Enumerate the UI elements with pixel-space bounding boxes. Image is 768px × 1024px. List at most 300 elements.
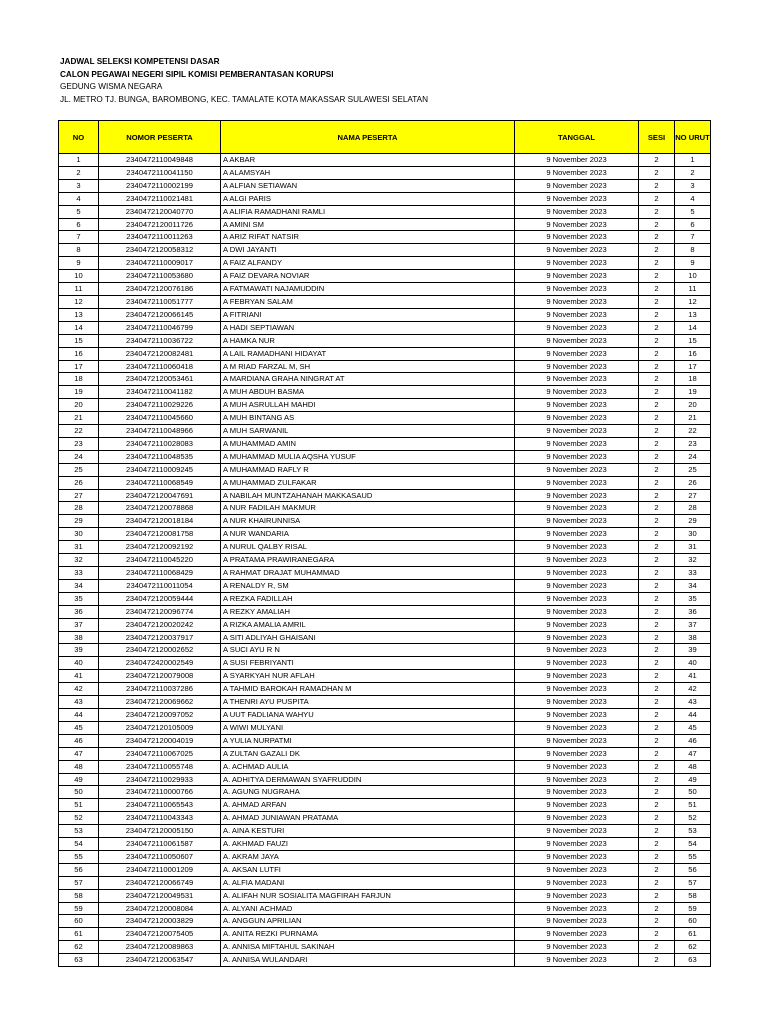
table-row [59, 902, 711, 915]
row-no-cell: 53 [59, 825, 99, 838]
participant-number-cell: 2340472120040770 [99, 205, 221, 218]
participant-name-cell: A ALGI PARIS [221, 192, 515, 205]
participant-name-cell: A MUHAMMAD ZULFAKAR [221, 476, 515, 489]
table-row [59, 412, 711, 425]
order-number-cell: 51 [675, 799, 711, 812]
exam-date-cell: 9 November 2023 [515, 838, 639, 851]
venue-name: GEDUNG WISMA NEGARA [60, 82, 163, 92]
column-header-nomor-peserta: NOMOR PESERTA [99, 121, 221, 154]
table-row [59, 270, 711, 283]
row-no-cell: 63 [59, 954, 99, 967]
participant-number-cell: 2340472110001209 [99, 863, 221, 876]
session-cell: 2 [639, 437, 675, 450]
exam-date-cell: 9 November 2023 [515, 154, 639, 167]
table-row [59, 618, 711, 631]
participant-name-cell: A FAIZ DEVARA NOVIAR [221, 270, 515, 283]
participant-number-cell: 2340472110065543 [99, 799, 221, 812]
session-cell: 2 [639, 154, 675, 167]
order-number-cell: 60 [675, 915, 711, 928]
exam-date-cell: 9 November 2023 [515, 928, 639, 941]
order-number-cell: 40 [675, 657, 711, 670]
participant-name-cell: A. ALIFAH NUR SOSIALITA MAGFIRAH FARJUN [221, 889, 515, 902]
order-number-cell: 12 [675, 295, 711, 308]
exam-date-cell: 9 November 2023 [515, 631, 639, 644]
table-row [59, 760, 711, 773]
row-no-cell: 39 [59, 644, 99, 657]
table-row [59, 231, 711, 244]
order-number-cell: 18 [675, 373, 711, 386]
table-row [59, 450, 711, 463]
participant-name-cell: A MUH ASRULLAH MAHDI [221, 399, 515, 412]
exam-date-cell: 9 November 2023 [515, 283, 639, 296]
table-header-row [59, 121, 711, 154]
order-number-cell: 38 [675, 631, 711, 644]
column-header-nama-peserta: NAMA PESERTA [221, 121, 515, 154]
order-number-cell: 13 [675, 308, 711, 321]
exam-date-cell: 9 November 2023 [515, 295, 639, 308]
session-cell: 2 [639, 696, 675, 709]
exam-date-cell: 9 November 2023 [515, 257, 639, 270]
order-number-cell: 22 [675, 425, 711, 438]
exam-date-cell: 9 November 2023 [515, 425, 639, 438]
row-no-cell: 57 [59, 876, 99, 889]
order-number-cell: 32 [675, 554, 711, 567]
participant-number-cell: 2340472110041150 [99, 166, 221, 179]
row-no-cell: 43 [59, 696, 99, 709]
session-cell: 2 [639, 515, 675, 528]
participant-number-cell: 2340472120066145 [99, 308, 221, 321]
order-number-cell: 42 [675, 683, 711, 696]
table-row [59, 825, 711, 838]
session-cell: 2 [639, 476, 675, 489]
table-row [59, 941, 711, 954]
participant-name-cell: A. AKRAM JAYA [221, 850, 515, 863]
participant-name-cell: A PRATAMA PRAWIRANEGARA [221, 554, 515, 567]
exam-date-cell: 9 November 2023 [515, 812, 639, 825]
participant-name-cell: A SYARKYAH NUR AFLAH [221, 670, 515, 683]
venue-address: JL. METRO TJ. BUNGA, BAROMBONG, KEC. TAMALATE KOTA MAKASSAR SULAWESI SELATAN [60, 94, 429, 104]
table-row [59, 334, 711, 347]
participant-name-cell: A MUH ABDUH BASMA [221, 386, 515, 399]
participant-number-cell: 2340472110061587 [99, 838, 221, 851]
order-number-cell: 25 [675, 463, 711, 476]
exam-date-cell: 9 November 2023 [515, 502, 639, 515]
participant-name-cell: A ALFIAN SETIAWAN [221, 179, 515, 192]
exam-date-cell: 9 November 2023 [515, 528, 639, 541]
session-cell: 2 [639, 463, 675, 476]
session-cell: 2 [639, 489, 675, 502]
row-no-cell: 7 [59, 231, 99, 244]
exam-date-cell: 9 November 2023 [515, 308, 639, 321]
table-row [59, 657, 711, 670]
row-no-cell: 44 [59, 708, 99, 721]
table-row [59, 515, 711, 528]
participant-name-cell: A. ANGGUN APRILIAN [221, 915, 515, 928]
order-number-cell: 49 [675, 773, 711, 786]
order-number-cell: 27 [675, 489, 711, 502]
row-no-cell: 11 [59, 283, 99, 296]
exam-date-cell: 9 November 2023 [515, 644, 639, 657]
row-no-cell: 10 [59, 270, 99, 283]
exam-date-cell: 9 November 2023 [515, 579, 639, 592]
row-no-cell: 38 [59, 631, 99, 644]
row-no-cell: 31 [59, 541, 99, 554]
exam-date-cell: 9 November 2023 [515, 399, 639, 412]
participant-name-cell: A UUT FADLIANA WAHYU [221, 708, 515, 721]
table-row [59, 205, 711, 218]
session-cell: 2 [639, 592, 675, 605]
participant-name-cell: A ZULTAN GAZALI DK [221, 747, 515, 760]
row-no-cell: 61 [59, 928, 99, 941]
session-cell: 2 [639, 799, 675, 812]
participant-number-cell: 2340472110050607 [99, 850, 221, 863]
exam-date-cell: 9 November 2023 [515, 373, 639, 386]
participant-number-cell: 2340472120079008 [99, 670, 221, 683]
exam-date-cell: 9 November 2023 [515, 605, 639, 618]
row-no-cell: 14 [59, 321, 99, 334]
session-cell: 2 [639, 412, 675, 425]
participant-number-cell: 2340472120082481 [99, 347, 221, 360]
row-no-cell: 21 [59, 412, 99, 425]
order-number-cell: 55 [675, 850, 711, 863]
table-row [59, 244, 711, 257]
session-cell: 2 [639, 502, 675, 515]
participant-name-cell: A AMINI SM [221, 218, 515, 231]
exam-date-cell: 9 November 2023 [515, 941, 639, 954]
order-number-cell: 56 [675, 863, 711, 876]
row-no-cell: 60 [59, 915, 99, 928]
order-number-cell: 24 [675, 450, 711, 463]
participant-name-cell: A REZKA FADILLAH [221, 592, 515, 605]
order-number-cell: 48 [675, 760, 711, 773]
participant-name-cell: A MUHAMMAD MULIA AQSHA YUSUF [221, 450, 515, 463]
participant-number-cell: 2340472110036722 [99, 334, 221, 347]
exam-date-cell: 9 November 2023 [515, 670, 639, 683]
exam-date-cell: 9 November 2023 [515, 218, 639, 231]
order-number-cell: 61 [675, 928, 711, 941]
participant-name-cell: A FATMAWATI NAJAMUDDIN [221, 283, 515, 296]
participant-name-cell: A NUR KHAIRUNNISA [221, 515, 515, 528]
order-number-cell: 43 [675, 696, 711, 709]
participant-number-cell: 2340472120096774 [99, 605, 221, 618]
table-row [59, 463, 711, 476]
participant-name-cell: A MUH SARWANIL [221, 425, 515, 438]
participant-number-cell: 2340472110000766 [99, 786, 221, 799]
participant-table [58, 120, 711, 967]
exam-date-cell: 9 November 2023 [515, 179, 639, 192]
session-cell: 2 [639, 902, 675, 915]
exam-date-cell: 9 November 2023 [515, 876, 639, 889]
participant-number-cell: 2340472110046799 [99, 321, 221, 334]
order-number-cell: 59 [675, 902, 711, 915]
participant-name-cell: A NABILAH MUNTZAHANAH MAKKASAUD [221, 489, 515, 502]
order-number-cell: 9 [675, 257, 711, 270]
table-row [59, 476, 711, 489]
table-row [59, 683, 711, 696]
table-row [59, 541, 711, 554]
participant-name-cell: A. ANNISA MIFTAHUL SAKINAH [221, 941, 515, 954]
exam-date-cell: 9 November 2023 [515, 463, 639, 476]
row-no-cell: 55 [59, 850, 99, 863]
row-no-cell: 48 [59, 760, 99, 773]
order-number-cell: 47 [675, 747, 711, 760]
participant-name-cell: A. AINA KESTURI [221, 825, 515, 838]
table-row [59, 386, 711, 399]
session-cell: 2 [639, 889, 675, 902]
participant-name-cell: A ARIZ RIFAT NATSIR [221, 231, 515, 244]
participant-number-cell: 2340472120058312 [99, 244, 221, 257]
participant-name-cell: A NUR FADILAH MAKMUR [221, 502, 515, 515]
exam-date-cell: 9 November 2023 [515, 850, 639, 863]
exam-date-cell: 9 November 2023 [515, 476, 639, 489]
row-no-cell: 29 [59, 515, 99, 528]
session-cell: 2 [639, 283, 675, 296]
row-no-cell: 16 [59, 347, 99, 360]
participant-number-cell: 2340472110045660 [99, 412, 221, 425]
exam-date-cell: 9 November 2023 [515, 360, 639, 373]
row-no-cell: 1 [59, 154, 99, 167]
order-number-cell: 53 [675, 825, 711, 838]
table-row [59, 863, 711, 876]
row-no-cell: 26 [59, 476, 99, 489]
order-number-cell: 29 [675, 515, 711, 528]
row-no-cell: 54 [59, 838, 99, 851]
order-number-cell: 19 [675, 386, 711, 399]
table-row [59, 283, 711, 296]
participant-number-cell: 2340472120066749 [99, 876, 221, 889]
order-number-cell: 31 [675, 541, 711, 554]
session-cell: 2 [639, 683, 675, 696]
session-cell: 2 [639, 295, 675, 308]
exam-date-cell: 9 November 2023 [515, 657, 639, 670]
exam-date-cell: 9 November 2023 [515, 334, 639, 347]
session-cell: 2 [639, 270, 675, 283]
participant-name-cell: A RENALDY R, SM [221, 579, 515, 592]
exam-date-cell: 9 November 2023 [515, 592, 639, 605]
order-number-cell: 36 [675, 605, 711, 618]
participant-number-cell: 2340472120075405 [99, 928, 221, 941]
row-no-cell: 59 [59, 902, 99, 915]
participant-number-cell: 2340472110055748 [99, 760, 221, 773]
row-no-cell: 5 [59, 205, 99, 218]
participant-name-cell: A AKBAR [221, 154, 515, 167]
session-cell: 2 [639, 244, 675, 257]
table-row [59, 166, 711, 179]
participant-number-cell: 2340472110011054 [99, 579, 221, 592]
session-cell: 2 [639, 373, 675, 386]
exam-date-cell: 9 November 2023 [515, 166, 639, 179]
order-number-cell: 46 [675, 734, 711, 747]
participant-number-cell: 2340472110037286 [99, 683, 221, 696]
table-row [59, 747, 711, 760]
row-no-cell: 51 [59, 799, 99, 812]
participant-name-cell: A RIZKA AMALIA AMRIL [221, 618, 515, 631]
order-number-cell: 28 [675, 502, 711, 515]
row-no-cell: 18 [59, 373, 99, 386]
participant-number-cell: 2340472120097052 [99, 708, 221, 721]
table-row [59, 257, 711, 270]
table-row [59, 644, 711, 657]
order-number-cell: 44 [675, 708, 711, 721]
session-cell: 2 [639, 825, 675, 838]
order-number-cell: 20 [675, 399, 711, 412]
table-row [59, 721, 711, 734]
table-row [59, 360, 711, 373]
participant-number-cell: 2340472110028083 [99, 437, 221, 450]
session-cell: 2 [639, 567, 675, 580]
participant-name-cell: A MUHAMMAD AMIN [221, 437, 515, 450]
participant-number-cell: 2340472110009017 [99, 257, 221, 270]
document-subtitle: CALON PEGAWAI NEGERI SIPIL KOMISI PEMBERANTASAN KORUPSI [60, 69, 334, 79]
session-cell: 2 [639, 321, 675, 334]
order-number-cell: 16 [675, 347, 711, 360]
order-number-cell: 5 [675, 205, 711, 218]
session-cell: 2 [639, 360, 675, 373]
row-no-cell: 32 [59, 554, 99, 567]
participant-name-cell: A ALIFIA RAMADHANI RAMLI [221, 205, 515, 218]
order-number-cell: 10 [675, 270, 711, 283]
session-cell: 2 [639, 773, 675, 786]
table-row [59, 502, 711, 515]
document-title: JADWAL SELEKSI KOMPETENSI DASAR [60, 57, 220, 66]
order-number-cell: 41 [675, 670, 711, 683]
session-cell: 2 [639, 399, 675, 412]
table-row [59, 876, 711, 889]
row-no-cell: 37 [59, 618, 99, 631]
exam-date-cell: 9 November 2023 [515, 683, 639, 696]
table-row [59, 579, 711, 592]
participant-number-cell: 2340472120002652 [99, 644, 221, 657]
participant-number-cell: 2340472110068549 [99, 476, 221, 489]
session-cell: 2 [639, 721, 675, 734]
exam-date-cell: 9 November 2023 [515, 825, 639, 838]
table-row [59, 347, 711, 360]
column-header-sesi: SESI [639, 121, 675, 154]
order-number-cell: 45 [675, 721, 711, 734]
session-cell: 2 [639, 734, 675, 747]
exam-date-cell: 9 November 2023 [515, 863, 639, 876]
row-no-cell: 30 [59, 528, 99, 541]
participant-number-cell: 2340472120089863 [99, 941, 221, 954]
session-cell: 2 [639, 760, 675, 773]
exam-date-cell: 9 November 2023 [515, 696, 639, 709]
participant-name-cell: A. ACHMAD AULIA [221, 760, 515, 773]
participant-name-cell: A MUHAMMAD RAFLY R [221, 463, 515, 476]
participant-name-cell: A REZKY AMALIAH [221, 605, 515, 618]
row-no-cell: 8 [59, 244, 99, 257]
order-number-cell: 21 [675, 412, 711, 425]
table-row [59, 954, 711, 967]
participant-number-cell: 2340472120008084 [99, 902, 221, 915]
row-no-cell: 4 [59, 192, 99, 205]
table-body [59, 154, 711, 967]
participant-number-cell: 2340472110048966 [99, 425, 221, 438]
session-cell: 2 [639, 863, 675, 876]
order-number-cell: 58 [675, 889, 711, 902]
table-row [59, 425, 711, 438]
participant-name-cell: A. ANITA REZKI PURNAMA [221, 928, 515, 941]
participant-number-cell: 2340472120078868 [99, 502, 221, 515]
order-number-cell: 54 [675, 838, 711, 851]
participant-number-cell: 2340472110067025 [99, 747, 221, 760]
table-row [59, 838, 711, 851]
session-cell: 2 [639, 850, 675, 863]
row-no-cell: 27 [59, 489, 99, 502]
participant-name-cell: A LAIL RAMADHANI HIDAYAT [221, 347, 515, 360]
participant-number-cell: 2340472110029226 [99, 399, 221, 412]
exam-date-cell: 9 November 2023 [515, 773, 639, 786]
participant-number-cell: 2340472120081758 [99, 528, 221, 541]
order-number-cell: 17 [675, 360, 711, 373]
exam-date-cell: 9 November 2023 [515, 708, 639, 721]
order-number-cell: 4 [675, 192, 711, 205]
participant-number-cell: 2340472120063547 [99, 954, 221, 967]
row-no-cell: 52 [59, 812, 99, 825]
order-number-cell: 3 [675, 179, 711, 192]
participant-number-cell: 2340472110045220 [99, 554, 221, 567]
exam-date-cell: 9 November 2023 [515, 231, 639, 244]
row-no-cell: 24 [59, 450, 99, 463]
row-no-cell: 2 [59, 166, 99, 179]
table-row [59, 696, 711, 709]
row-no-cell: 47 [59, 747, 99, 760]
participant-number-cell: 2340472110043343 [99, 812, 221, 825]
participant-name-cell: A HADI SEPTIAWAN [221, 321, 515, 334]
order-number-cell: 50 [675, 786, 711, 799]
exam-date-cell: 9 November 2023 [515, 541, 639, 554]
participant-name-cell: A WIWI MULYANI [221, 721, 515, 734]
table-row [59, 631, 711, 644]
table-row [59, 605, 711, 618]
participant-name-cell: A MARDIANA GRAHA NINGRAT AT [221, 373, 515, 386]
exam-date-cell: 9 November 2023 [515, 489, 639, 502]
session-cell: 2 [639, 541, 675, 554]
participant-number-cell: 2340472120004019 [99, 734, 221, 747]
order-number-cell: 2 [675, 166, 711, 179]
order-number-cell: 6 [675, 218, 711, 231]
table-row [59, 554, 711, 567]
row-no-cell: 33 [59, 567, 99, 580]
session-cell: 2 [639, 605, 675, 618]
session-cell: 2 [639, 257, 675, 270]
session-cell: 2 [639, 425, 675, 438]
column-header-tanggal: TANGGAL [515, 121, 639, 154]
row-no-cell: 17 [59, 360, 99, 373]
row-no-cell: 3 [59, 179, 99, 192]
participant-number-cell: 2340472110053680 [99, 270, 221, 283]
session-cell: 2 [639, 657, 675, 670]
order-number-cell: 35 [675, 592, 711, 605]
exam-date-cell: 9 November 2023 [515, 760, 639, 773]
participant-name-cell: A. AHMAD ARFAN [221, 799, 515, 812]
row-no-cell: 45 [59, 721, 99, 734]
order-number-cell: 30 [675, 528, 711, 541]
exam-date-cell: 9 November 2023 [515, 515, 639, 528]
session-cell: 2 [639, 231, 675, 244]
participant-number-cell: 2340472110049848 [99, 154, 221, 167]
session-cell: 2 [639, 347, 675, 360]
row-no-cell: 50 [59, 786, 99, 799]
table-row [59, 850, 711, 863]
participant-number-cell: 2340472120005150 [99, 825, 221, 838]
table-row [59, 399, 711, 412]
participant-number-cell: 2340472120076186 [99, 283, 221, 296]
row-no-cell: 13 [59, 308, 99, 321]
exam-date-cell: 9 November 2023 [515, 915, 639, 928]
participant-name-cell: A ALAMSYAH [221, 166, 515, 179]
order-number-cell: 37 [675, 618, 711, 631]
participant-name-cell: A SITI ADLIYAH GHAISANI [221, 631, 515, 644]
